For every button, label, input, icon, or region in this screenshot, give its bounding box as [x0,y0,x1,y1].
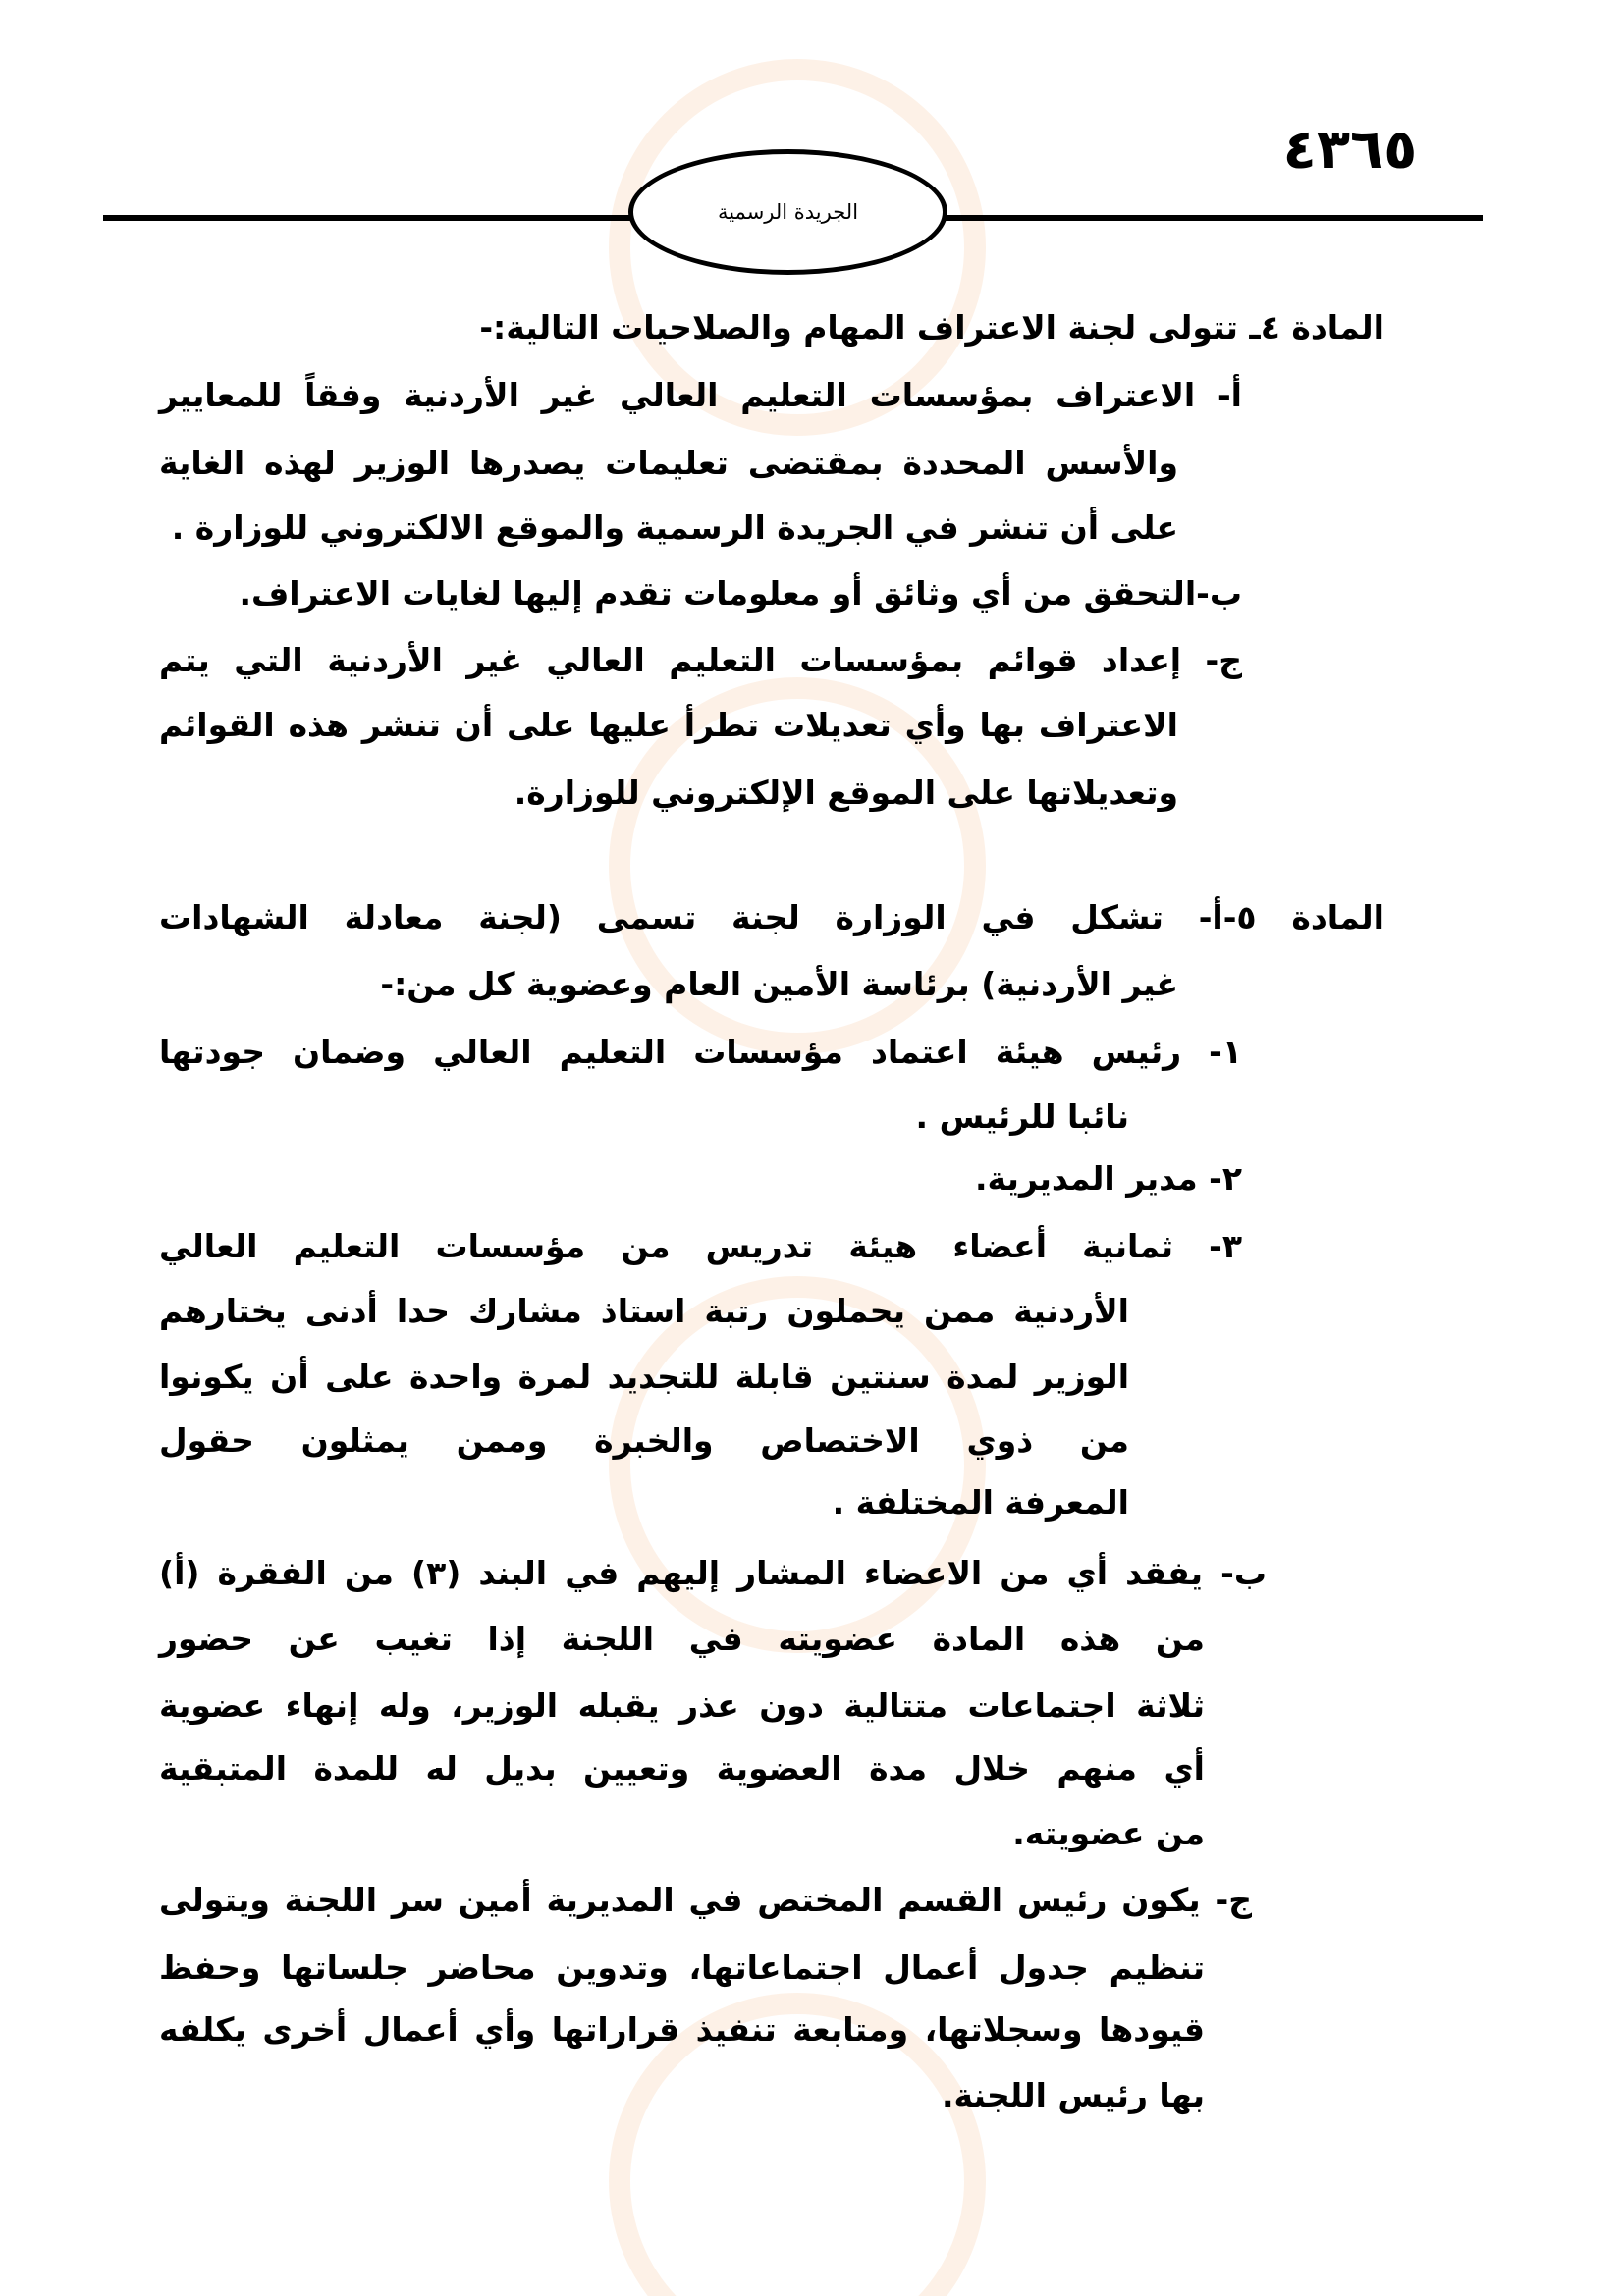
gazette-title: الجريدة الرسمية [717,200,859,224]
document-line: أي منهم خلال مدة العضوية وتعيين بديل له للمدة المتبقية [159,1749,1205,1788]
document-line: ٣- ثمانية أعضاء هيئة تدريس من مؤسسات التعليم العالي [159,1227,1242,1265]
document-line: وتعديلاتها على الموقع الإلكتروني للوزارة. [514,774,1178,812]
document-line: أ- الاعتراف بمؤسسات التعليم العالي غير الأردنية وفقاً للمعايير [159,376,1242,414]
document-line: المادة ٤ـ تتولى لجنة الاعتراف المهام والصلاحيات التالية:- [479,308,1384,347]
page-number: ٤٣٦٥ [1282,118,1418,182]
document-line: ٢- مدير المديرية. [975,1159,1242,1198]
document-line: نائبا للرئيس . [915,1097,1129,1136]
gazette-title-oval [628,149,947,275]
document-line: والأسس المحددة بمقتضى تعليمات يصدرها الوزير لهذه الغاية [159,444,1178,482]
document-line: قيودها وسجلاتها، ومتابعة تنفيذ قراراتها وأي أعمال أخرى يكلفه [159,2010,1205,2049]
document-line: ب- يفقد أي من الاعضاء المشار إليهم في البند (٣) من الفقرة (أ) [159,1554,1267,1592]
document-line: ج- يكون رئيس القسم المختص في المديرية أمين سر اللجنة ويتولى [159,1881,1252,1919]
document-line: ج- إعداد قوائم بمؤسسات التعليم العالي غير الأردنية التي يتم [159,641,1242,679]
document-line: من عضويته. [1012,1814,1205,1852]
document-line: الوزير لمدة سنتين قابلة للتجديد لمرة واحدة على أن يكونوا [159,1358,1129,1396]
document-line: ب-التحقق من أي وثائق أو معلومات تقدم إليها لغايات الاعتراف. [239,574,1242,613]
document-line: المادة ٥-أ- تشكل في الوزارة لجنة تسمى (لجنة معادلة الشهادات [159,898,1384,936]
document-line: الأردنية ممن يحملون رتبة استاذ مشارك حدا أدنى يختارهم [159,1292,1129,1330]
document-line: ١- رئيس هيئة اعتماد مؤسسات التعليم العالي وضمان جودتها [159,1033,1242,1071]
document-line: الاعتراف بها وأي تعديلات تطرأ عليها على أن تنشر هذه القوائم [159,706,1178,744]
document-line: من هذه المادة عضويته في اللجنة إذا تغيب عن حضور [159,1620,1205,1658]
document-line: ثلاثة اجتماعات متتالية دون عذر يقبله الوزير، وله إنهاء عضوية [159,1686,1205,1725]
document-line: المعرفة المختلفة . [832,1483,1129,1522]
document-line: من ذوي الاختصاص والخبرة وممن يمثلون حقول [159,1421,1129,1460]
document-line: بها رئيس اللجنة. [941,2076,1205,2114]
document-line: تنظيم جدول أعمال اجتماعاتها، وتدوين محاضر جلساتها وحفظ [159,1949,1205,1987]
document-line: غير الأردنية) برئاسة الأمين العام وعضوية كل من:- [380,965,1178,1003]
document-line: على أن تنشر في الجريدة الرسمية والموقع الالكتروني للوزارة . [171,508,1178,547]
